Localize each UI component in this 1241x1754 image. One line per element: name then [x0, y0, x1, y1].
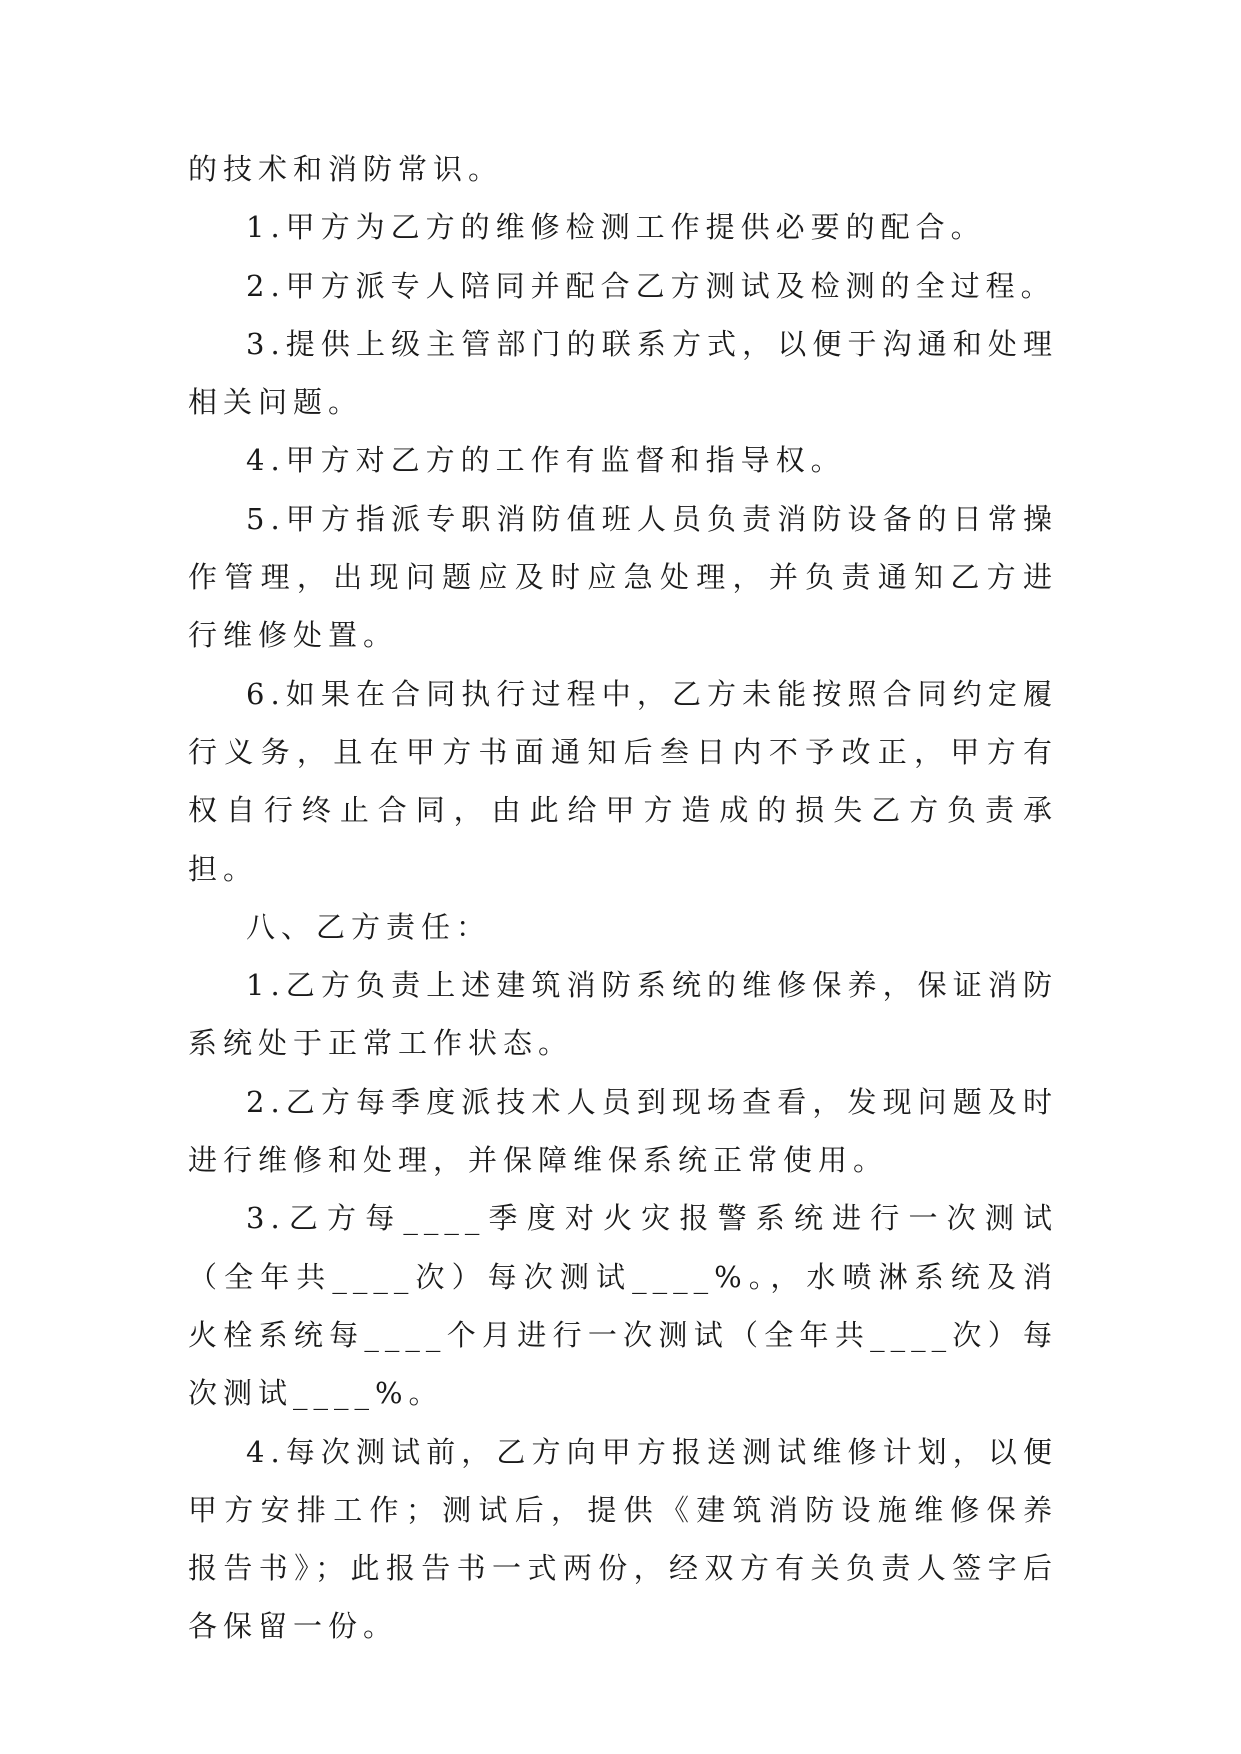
section-heading-party-b: 八、乙方责任： — [246, 909, 492, 944]
paragraph-party-a-item-5: 5.甲方指派专职消防值班人员负责消防设备的日常操作管理，出现问题应及时应急处理，并负责通知乙方进行维修处置。 — [188, 501, 1058, 653]
paragraph-party-b-item-1: 1.乙方负责上述建筑消防系统的维修保养，保证消防系统处于正常工作状态。 — [188, 968, 1058, 1061]
paragraph-party-b-item-4: 4.每次测试前，乙方向甲方报送测试维修计划，以便甲方安排工作；测试后，提供《建筑消防设施维修保养报告书》；此报告书一式两份，经双方有关负责人签字后各保留一份。 — [188, 1434, 1058, 1644]
paragraph-continuation: 的技术和消防常识。 — [188, 152, 504, 186]
paragraph-party-a-item-3: 3.提供上级主管部门的联系方式，以便于沟通和处理相关问题。 — [188, 326, 1058, 420]
paragraph-party-a-item-2: 2.甲方派专人陪同并配合乙方测试及检测的全过程。 — [246, 268, 1056, 303]
paragraph-party-a-item-6: 6.如果在合同执行过程中，乙方未能按照合同约定履行义务，且在甲方书面通知后叁日内不予改正，甲方有权自行终止合同，由此给甲方造成的损失乙方负责承担。 — [188, 676, 1058, 886]
paragraph-party-b-item-3: 3.乙方每____季度对火灾报警系统进行一次测试（全年共____次）每次测试____%。，水喷淋系统及消火栓系统每____个月进行一次测试（全年共____次）每次测试____%。 — [188, 1201, 1058, 1411]
paragraph-party-b-item-2: 2.乙方每季度派技术人员到现场查看，发现问题及时进行维修和处理，并保障维保系统正常使用。 — [188, 1084, 1058, 1178]
document-page — [188, 140, 1058, 1656]
paragraph-party-a-item-1: 1.甲方为乙方的维修检测工作提供必要的配合。 — [246, 210, 986, 245]
paragraph-party-a-item-4: 4.甲方对乙方的工作有监督和指导权。 — [246, 443, 846, 478]
